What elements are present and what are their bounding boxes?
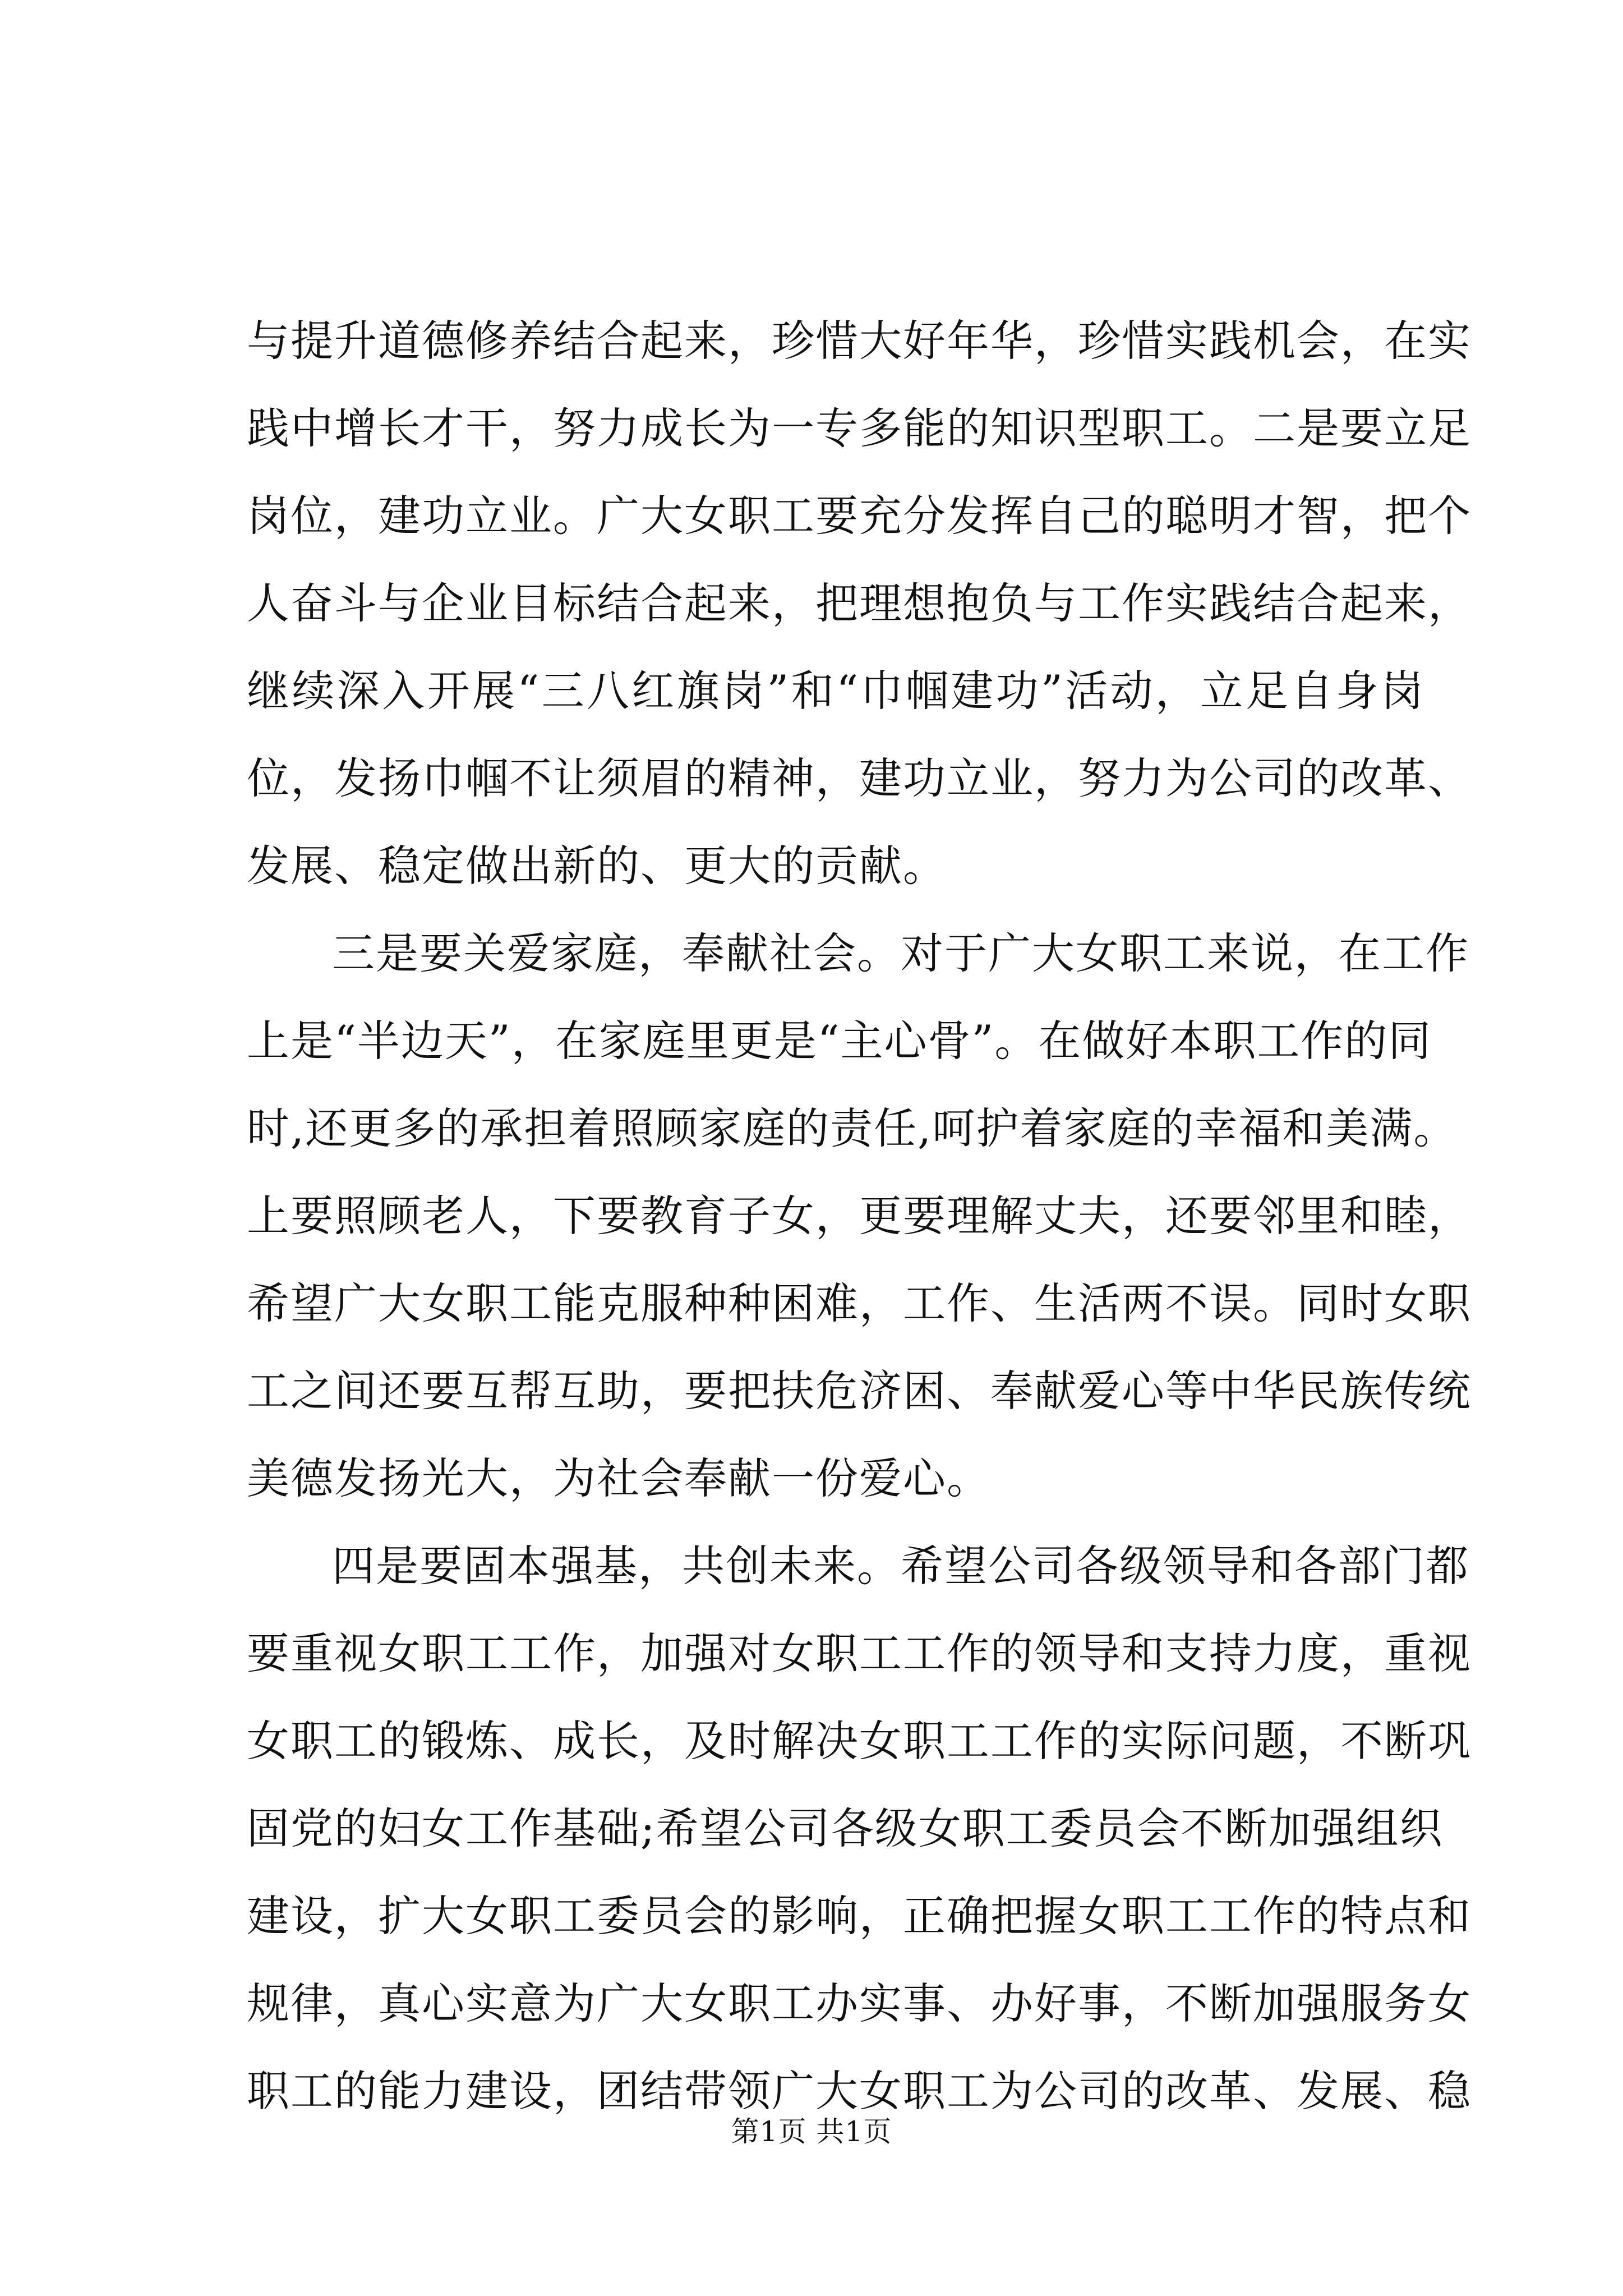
text-line: 岗位，建功立业。广大女职工要充分发挥自己的聪明才智，把个 [247, 491, 1472, 541]
document-body [247, 297, 1472, 2135]
text-line: 上是“半边天”，在家庭里更是“主心骨”。在做好本职工作的同 [247, 1016, 1432, 1066]
text-line: 人奋斗与企业目标结合起来，把理想抱负与工作实践结合起来， [247, 578, 1472, 628]
text-line: 工之间还要互帮互助，要把扶危济困、奉献爱心等中华民族传统 [247, 1366, 1472, 1416]
paragraph-first-line: 三是要关爱家庭，奉献社会。对于广大女职工来说，在工作 [332, 928, 1469, 978]
text-line: 规律，真心实意为广大女职工办实事、办好事，不断加强服务女 [247, 1978, 1472, 2028]
text-line: 与提升道德修养结合起来，珍惜大好年华，珍惜实践机会，在实 [247, 316, 1472, 366]
paragraph-first-line: 四是要固本强基，共创未来。希望公司各级领导和各部门都 [332, 1541, 1469, 1591]
text-line: 建设，扩大女职工委员会的影响，正确把握女职工工作的特点和 [247, 1891, 1472, 1941]
text-line: 希望广大女职工能克服种种困难，工作、生活两不误。同时女职 [247, 1278, 1472, 1328]
text-line: 上要照顾老人，下要教育子女，更要理解丈夫，还要邻里和睦， [247, 1191, 1472, 1241]
page-number-footer: 第1页 共1页 [731, 2115, 892, 2148]
text-line: 要重视女职工工作，加强对女职工工作的领导和支持力度，重视 [247, 1628, 1472, 1678]
text-line: 固党的妇女工作基础;希望公司各级女职工委员会不断加强组织 [247, 1803, 1444, 1853]
text-line: 位，发扬巾帼不让须眉的精神，建功立业，努力为公司的改革、 [247, 753, 1472, 803]
text-line: 发展、稳定做出新的、更大的贡献。 [247, 841, 947, 891]
text-line: 践中增长才干，努力成长为一专多能的知识型职工。二是要立足 [247, 403, 1472, 453]
text-line: 女职工的锻炼、成长，及时解决女职工工作的实际问题，不断巩 [247, 1716, 1472, 1766]
text-line: 美德发扬光大，为社会奉献一份爱心。 [247, 1453, 990, 1503]
text-line: 职工的能力建设，团结带领广大女职工为公司的改革、发展、稳 [247, 2066, 1472, 2116]
text-line: 时,还更多的承担着照顾家庭的责任,呵护着家庭的幸福和美满。 [247, 1103, 1458, 1153]
text-line: 继续深入开展“三八红旗岗”和“巾帼建功”活动，立足自身岗 [247, 666, 1424, 716]
